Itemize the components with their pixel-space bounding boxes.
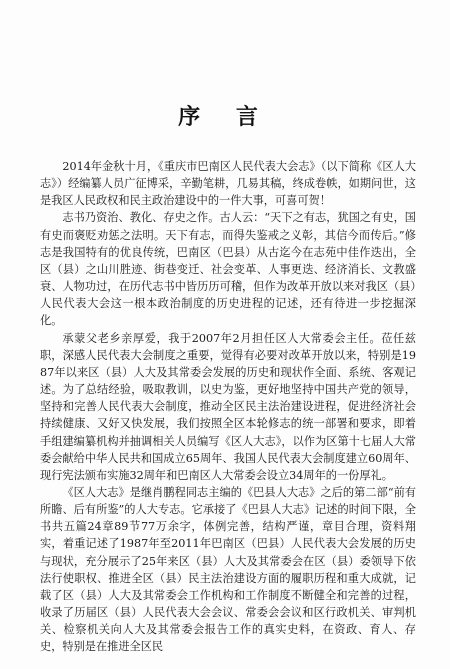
paragraph: 承蒙父老乡亲厚爱，我于2007年2月担任区人大常委会主任。莅任兹职，深感人民代表大会制度之重要，觉得有必要对改革开放以来，特别是1987年以来区（县）人大及其常委会发展的历史和现状作全面、系统、客观记述。为了总结经验，吸取教训，以史为鉴，更好地坚持中国共产党的领导，坚持和完善人民代表大会制度，推动全区民主法治建设进程，促进经济社会持续健康、又好又快发展，我们按照全区本轮修志的统一部署和要求，即着手组建编纂机构并抽调相关人员编写《区人大志》，以作为区第十七届人大常委会献给中华人民共和国成立65周年、我国人民代表大会制度建立60周年、现行宪法颁布实施32周年和巴南区人大常委会设立34周年的一份厚礼。 bbox=[40, 331, 416, 482]
paragraph: 2014年金秋十月，《重庆市巴南区人民代表大会志》（以下简称《区人大志》）经编纂人员广征博采，辛勤笔耕，几易其稿，终成卷帙，如期问世，这是我区人民政权和民主政治建设中的一件大事，可喜可贺！ bbox=[40, 160, 416, 208]
paragraph: 志书乃资治、教化、存史之作。古人云：“天下之有志，犹国之有史，国有史而褒贬劝惩之法明。天下有志，而得失鉴戒之义彰，其信今而传后。”修志是我国特有的优良传统，巴南区（巴县）从古迄今在志苑中佳作迭出，全区（县）之山川胜迹、街巷变迁、社会变革、人事更迭、经济消长、文教盛衰、人物功过，在历代志书中皆历历可稽，但作为改革开放以来对我区（县）人民代表大会这一根本政治制度的历史进程的记述，还有待进一步挖掘深化。 bbox=[40, 211, 416, 328]
paragraph: 《区人大志》是继肖鹏程同志主编的《巴县人大志》之后的第二部“前有所瞻、后有所鉴”的人大专志。它承接了《巴县人大志》记述的时间下限，全书共五篇24章89节77万余字，体例完善，结构严谨，章目合理，资料翔实，着重记述了1987年至2011年巴南区（巴县）人民代表大会发展的历史与现状，充分展示了25年来区（县）人大及其常委会在区（县）委领导下依法行使职权、推进全区（县）民主法治建设方面的履职历程和重大成就，记载了区（县）人大及其常委会工作机构和工作制度不断健全和完善的过程，收录了历届区（县）人民代表大会会议、常委会会议和区行政机关、审判机关、检察机关向人大及其常委会报告工作的真实史料，在资政、育人、存史，特别是在推进全区民 bbox=[40, 485, 416, 654]
preface-body bbox=[40, 158, 416, 656]
preface-title: 序 言 bbox=[178, 104, 272, 130]
